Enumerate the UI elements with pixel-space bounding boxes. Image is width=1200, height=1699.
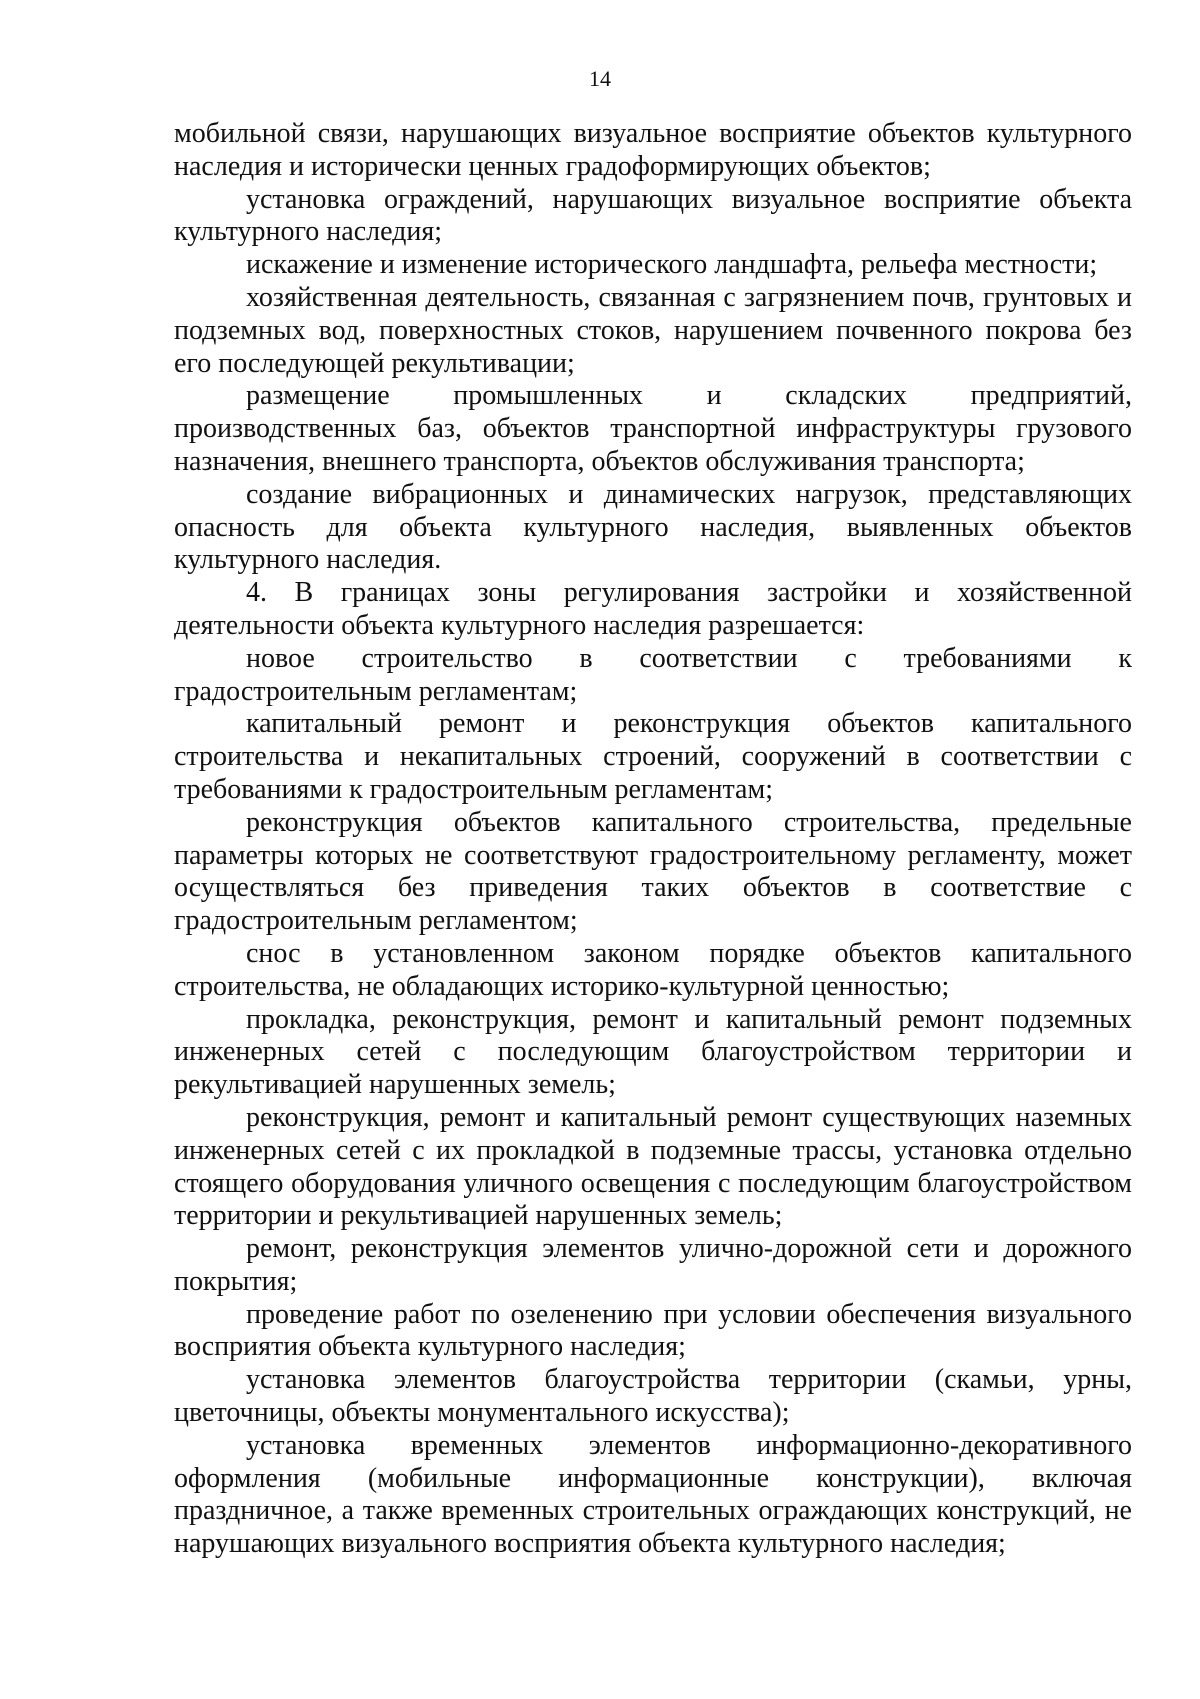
page-number: 14 xyxy=(589,66,611,91)
paragraph: установка временных элементов информационно-декоративного оформления (мобильные информационные конструкции), включая праздничное, а также временных строительных ограждающих конструкций, не нарушающих визуального восприятия объекта культурного наследия; xyxy=(174,1429,1132,1560)
paragraph: новое строительство в соответствии с требованиями к градостроительным регламентам; xyxy=(174,642,1132,707)
paragraph: капитальный ремонт и реконструкция объектов капитального строительства и некапитальных строений, сооружений в соответствии с требованиями к градостроительным регламентам; xyxy=(174,708,1132,805)
document-body xyxy=(174,118,1132,1561)
paragraph: реконструкция, ремонт и капитальный ремонт существующих наземных инженерных сетей с их прокладкой в подземные трассы, установка отдельно стоящего оборудования уличного освещения с последующим благоустройством территории и рекультивацией нарушенных земель; xyxy=(174,1101,1132,1232)
paragraph: снос в установленном законом порядке объектов капитального строительства, не обладающих историко-культурной ценностью; xyxy=(174,937,1132,1002)
paragraph: искажение и изменение исторического ландшафта, рельефа местности; xyxy=(246,249,1098,281)
paragraph: реконструкция объектов капитального строительства, предельные параметры которых не соответствуют градостроительному регламенту, может осуществляться без приведения таких объектов в соответствие с градостроительным регламентом; xyxy=(174,806,1132,937)
paragraph: мобильной связи, нарушающих визуальное восприятие объектов культурного наследия и исторически ценных градоформирующих объектов; xyxy=(174,118,1132,182)
section-4-heading-paragraph: 4. В границах зоны регулирования застройки и хозяйственной деятельности объекта культурного наследия разрешается: xyxy=(174,577,1132,641)
paragraph: хозяйственная деятельность, связанная с загрязнением почв, грунтовых и подземных вод, поверхностных стоков, нарушением почвенного покрова без его последующей рекультивации; xyxy=(174,281,1132,379)
paragraph: размещение промышленных и складских предприятий, производственных баз, объектов транспортной инфраструктуры грузового назначения, внешнего транспорта, объектов обслуживания транспорта; xyxy=(174,380,1132,477)
paragraph: установка ограждений, нарушающих визуальное восприятие объекта культурного наследия; xyxy=(174,183,1132,248)
paragraph: ремонт, реконструкция элементов улично-дорожной сети и дорожного покрытия; xyxy=(174,1233,1132,1297)
paragraph: создание вибрационных и динамических нагрузок, представляющих опасность для объекта культурного наследия, выявленных объектов культурного наследия. xyxy=(174,478,1132,576)
paragraph: проведение работ по озеленению при условии обеспечения визуального восприятия объекта культурного наследия; xyxy=(174,1298,1132,1363)
paragraph: установка элементов благоустройства территории (скамьи, урны, цветочницы, объекты монументального искусства); xyxy=(174,1364,1132,1429)
paragraph: прокладка, реконструкция, ремонт и капитальный ремонт подземных инженерных сетей с последующим благоустройством территории и рекультивацией нарушенных земель; xyxy=(174,1003,1132,1101)
